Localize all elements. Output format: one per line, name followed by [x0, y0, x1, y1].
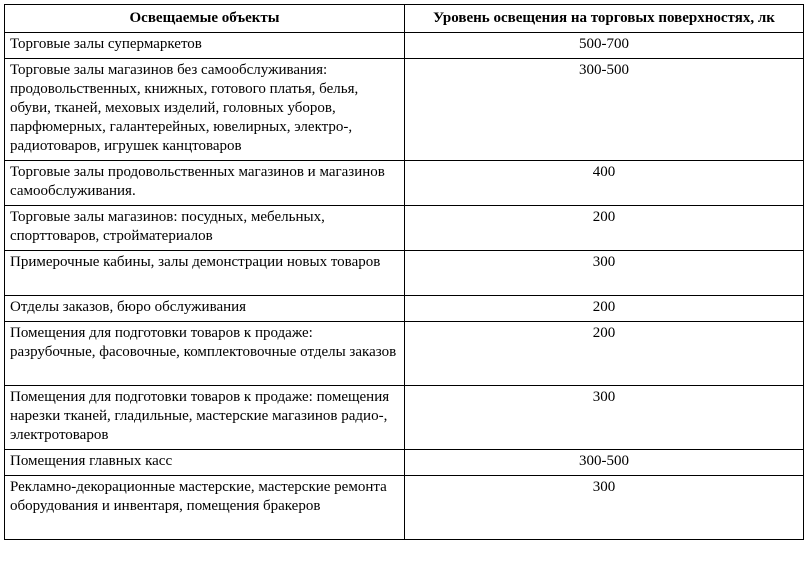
object-cell: Торговые залы продовольственных магазинов и магазинов самообслуживания.	[5, 161, 405, 206]
table-row	[5, 476, 804, 540]
header-objects: Освещаемые объекты	[5, 5, 405, 33]
table-row	[5, 33, 804, 59]
table-row	[5, 206, 804, 251]
object-cell: Рекламно-декорационные мастерские, мастерские ремонта оборудования и инвентаря, помещения бракеров	[5, 476, 405, 540]
table-row	[5, 322, 804, 386]
level-cell: 400	[405, 161, 804, 206]
level-cell: 500-700	[405, 33, 804, 59]
table-row	[5, 386, 804, 450]
object-cell: Помещения для подготовки товаров к продаже: разрубочные, фасовочные, комплектовочные отделы заказов	[5, 322, 405, 386]
object-cell: Помещения для подготовки товаров к продаже: помещения нарезки тканей, гладильные, мастерские магазинов радио-, электротоваров	[5, 386, 405, 450]
table-row	[5, 450, 804, 476]
lighting-levels-table	[4, 4, 804, 540]
object-cell: Отделы заказов, бюро обслуживания	[5, 296, 405, 322]
level-cell: 300	[405, 476, 804, 540]
level-cell: 300-500	[405, 450, 804, 476]
header-row	[5, 5, 804, 33]
level-cell: 300	[405, 251, 804, 296]
level-cell: 300-500	[405, 59, 804, 161]
level-cell: 200	[405, 322, 804, 386]
level-cell: 300	[405, 386, 804, 450]
table-row	[5, 59, 804, 161]
table-row	[5, 296, 804, 322]
object-cell: Торговые залы магазинов: посудных, мебельных, спорттоваров, стройматериалов	[5, 206, 405, 251]
object-cell: Торговые залы супермаркетов	[5, 33, 405, 59]
level-cell: 200	[405, 296, 804, 322]
table-row	[5, 251, 804, 296]
object-cell: Помещения главных касс	[5, 450, 405, 476]
object-cell: Торговые залы магазинов без самообслуживания: продовольственных, книжных, готового платья, белья, обуви, тканей, меховых изделий, головных уборов, парфюмерных, галантерейных, ювелирных, электро-, радиотоваров, игрушек канцтоваров	[5, 59, 405, 161]
table-row	[5, 161, 804, 206]
header-lighting-level: Уровень освещения на торговых поверхностях, лк	[405, 5, 804, 33]
level-cell: 200	[405, 206, 804, 251]
object-cell: Примерочные кабины, залы демонстрации новых товаров	[5, 251, 405, 296]
